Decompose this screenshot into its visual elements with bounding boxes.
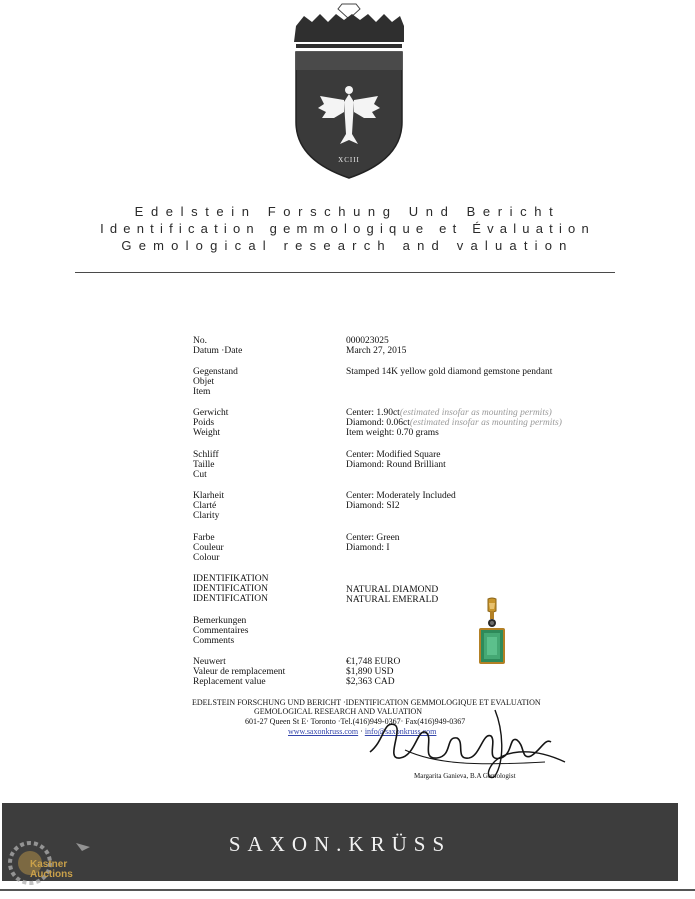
brand-name: SAXON.KRÜSS: [228, 832, 452, 856]
watermark-text: [30, 860, 73, 880]
comments-label-en: Comments: [193, 636, 235, 646]
cut-label-fr: Taille: [193, 460, 215, 470]
colour-label-fr: Couleur: [193, 543, 224, 553]
item-label-en: Item: [193, 387, 211, 397]
comments-label-de: Bemerkungen: [193, 616, 247, 626]
pendant-photo: [474, 597, 510, 669]
item-label-fr: Objet: [193, 377, 215, 387]
weight-diamond-value: Diamond: 0.06ct: [346, 418, 410, 428]
cut-label-de: Schliff: [193, 450, 219, 460]
gemologist-name: Margarita Ganieva, B.A Gemologist: [414, 772, 516, 780]
weight-label-de: Gerwicht: [193, 408, 229, 418]
ident-label-de: IDENTIFIKATION: [193, 574, 269, 584]
email-link[interactable]: info@saxonkruss.com: [364, 727, 437, 736]
comments-label-fr: Commentaires: [193, 626, 249, 636]
bottom-divider: [0, 889, 695, 891]
cut-center: Center: Modified Square: [346, 450, 441, 460]
cut-label-en: Cut: [193, 470, 207, 480]
clarity-label-de: Klarheit: [193, 491, 225, 501]
value-label-fr: Valeur de remplacement: [193, 667, 286, 677]
weight-label-fr: Poids: [193, 418, 215, 428]
header-english: Gemological research and valuation: [121, 238, 574, 253]
ident-diamond: NATURAL DIAMOND: [346, 585, 439, 595]
ident-emerald: NATURAL EMERALD: [346, 595, 439, 605]
value-usd: $1,890 USD: [346, 667, 394, 677]
footer-address: 601-27 Queen St E· Toronto ·Tel.(416)949-0367· Fax(416)949-0367: [245, 717, 466, 726]
value-label-de: Neuwert: [193, 657, 226, 667]
colour-label-en: Colour: [193, 553, 220, 563]
weight-diamond: [346, 418, 562, 429]
header-divider: [75, 272, 615, 273]
watermark-line2: Auctions: [30, 869, 73, 880]
value-euro: €1,748 EURO: [346, 657, 401, 667]
weight-center: [346, 408, 552, 419]
colour-diamond: Diamond: I: [346, 543, 390, 553]
header-french: Identification gemmologique et Évaluation: [100, 221, 595, 236]
report-number-value: 000023025: [346, 336, 389, 346]
clarity-label-fr: Clarté: [193, 501, 217, 511]
report-date-label: Datum ·Date: [193, 346, 243, 356]
clarity-diamond: Diamond: SI2: [346, 501, 400, 511]
footer-contacts: www.saxonkruss.com · info@saxonkruss.com: [288, 727, 437, 736]
colour-label-de: Farbe: [193, 533, 215, 543]
cut-diamond: Diamond: Round Brilliant: [346, 460, 446, 470]
clarity-label-en: Clarity: [193, 511, 220, 521]
weight-label-en: Weight: [193, 428, 221, 438]
value-cad: $2,363 CAD: [346, 677, 395, 687]
report-number-label: No.: [193, 336, 207, 346]
weight-center-value: Center: 1.90ct: [346, 408, 400, 418]
watermark-line1: Kastner: [30, 859, 68, 870]
ident-label-en: IDENTIFICATION: [193, 594, 268, 604]
report-date-value: March 27, 2015: [346, 346, 407, 356]
crest-numeral: XCIII: [338, 156, 360, 164]
clarity-center: Center: Moderately Included: [346, 491, 456, 501]
ident-label-fr: IDENTIFICATION: [193, 584, 268, 594]
footer-line1: EDELSTEIN FORSCHUNG UND BERICHT ·IDENTIFICATION GEMMOLOGIQUE ET EVALUATION: [192, 698, 541, 707]
item-value: Stamped 14K yellow gold diamond gemstone pendant: [346, 367, 553, 377]
value-label-en: Replacement value: [193, 677, 266, 687]
website-link[interactable]: www.saxonkruss.com: [288, 727, 359, 736]
header-german: Edelstein Forschung Und Bericht: [134, 204, 561, 219]
footer-line2: GEMOLOGICAL RESEARCH AND VALUATION: [254, 707, 423, 716]
crest-logo: [290, 2, 408, 182]
colour-center: Center: Green: [346, 533, 400, 543]
gemologist-signature: [345, 680, 575, 780]
weight-item: Item weight: 0.70 grams: [346, 428, 439, 438]
item-label-de: Gegenstand: [193, 367, 238, 377]
weight-diamond-note: (estimated insofar as mounting permits): [409, 418, 562, 428]
weight-center-note: (estimated insofar as mounting permits): [399, 408, 552, 418]
